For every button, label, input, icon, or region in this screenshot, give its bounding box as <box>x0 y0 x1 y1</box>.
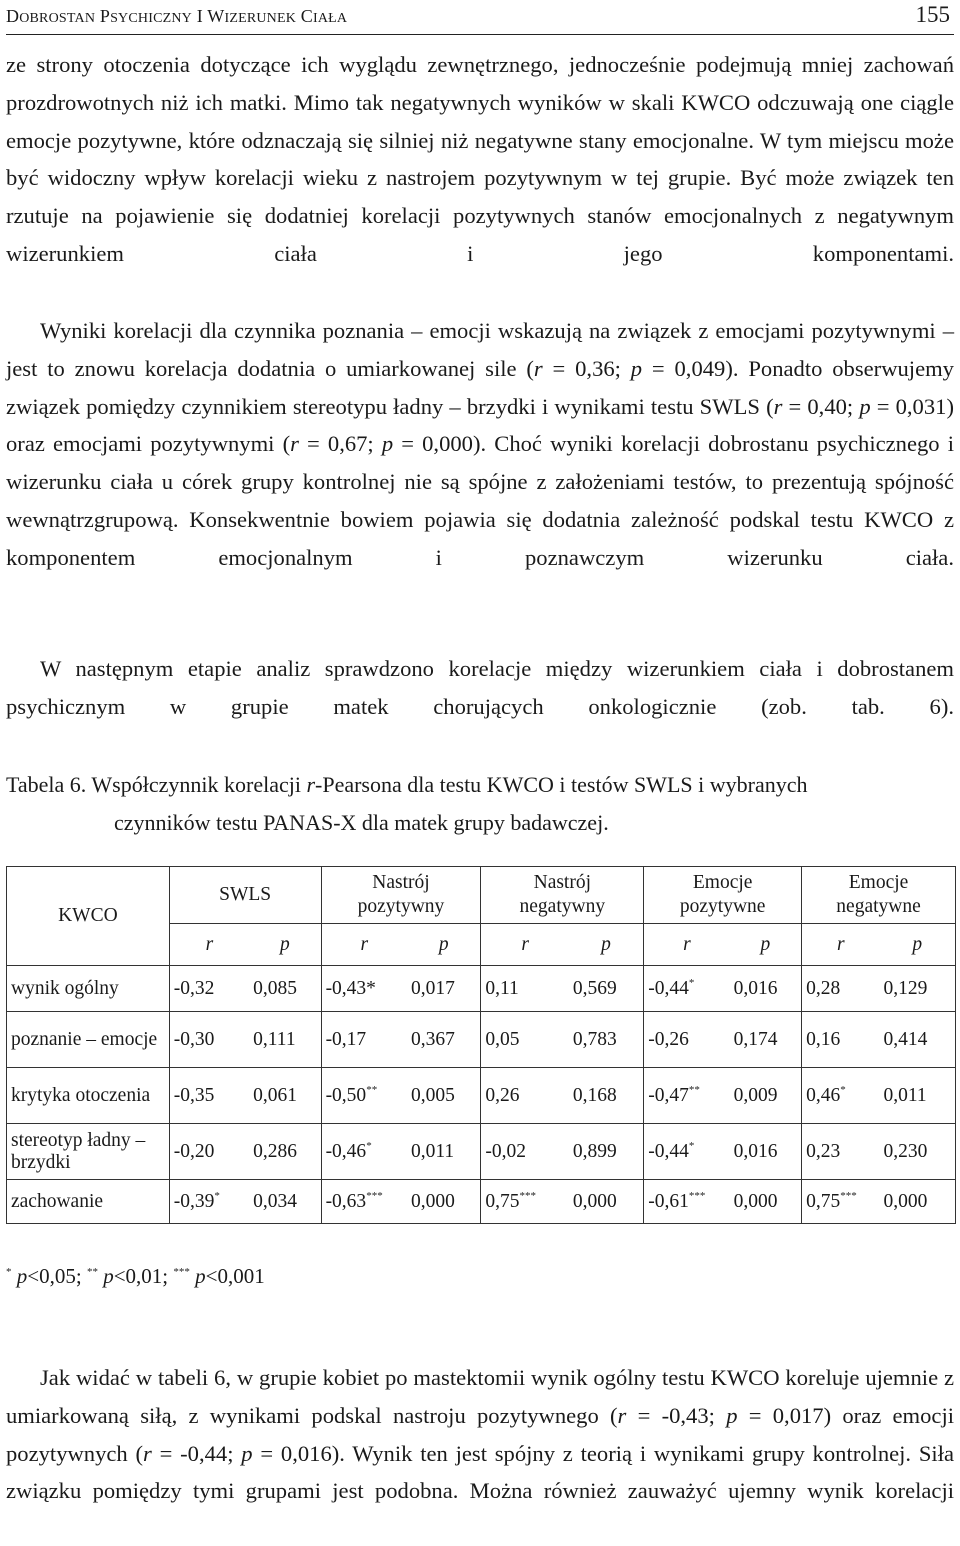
p-value-cell <box>730 1068 802 1124</box>
group-header: Emocje pozytywne <box>644 867 802 924</box>
p-value-cell <box>730 1180 802 1224</box>
p-value-cell <box>407 966 481 1012</box>
subheader-p: p <box>249 924 321 966</box>
p-value-cell <box>407 1012 481 1068</box>
table-row <box>7 1012 956 1068</box>
running-head: DOBROSTAN PSYCHICZNY I WIZERUNEK CIAŁA <box>6 6 348 26</box>
cell-value: 0,899 <box>572 1140 617 1162</box>
table-row <box>7 1124 956 1180</box>
subheader-p: p <box>730 924 802 966</box>
cell-value: 0,168 <box>572 1084 617 1106</box>
paragraph-3: W następnym etapie analiz sprawdzono korelacje między wizerunkiem ciała i dobrostanem psychicznym w grupie matek chorujących onkologicznie (zob. tab. 6). <box>6 656 954 719</box>
significance-marker: *** <box>688 1189 706 1202</box>
p-value-cell <box>569 1068 644 1124</box>
p-value-cell <box>249 1012 321 1068</box>
p-value-cell <box>569 1180 644 1224</box>
cell-value: 0,23 <box>806 1140 841 1162</box>
paragraph-1: ze strony otoczenia dotyczące ich wyglądu zewnętrznego, jednocześnie podejmują mniej zachowań prozdrowotnych niż ich matki. Mimo tak negatywnych wyników w skali KWCO odczuwają one ciągle emocje pozytywne, które odznaczają się silniej niż negatywne stany emocjonalne. W tym miejscu może być widoczny wpływ korelacji wieku z nastrojem pozytywnym w tej grupie. Być może związek ten rzutuje na pojawienie się dodatniej korelacji pozytywnych stanów emocjonalnych z negatywnym wizerunkiem ciała i jego komponentami. <box>6 52 954 266</box>
p-value-cell <box>249 1124 321 1180</box>
r-value-cell <box>802 1180 880 1224</box>
r-value-cell <box>644 1012 730 1068</box>
r-value-cell <box>321 966 407 1012</box>
row-label: zachowanie <box>7 1180 170 1224</box>
p-value-cell <box>730 1012 802 1068</box>
p-value-cell <box>880 1068 956 1124</box>
cell-value: -0,46 <box>325 1140 367 1162</box>
significance-marker: * <box>688 976 695 989</box>
cell-value: 0,783 <box>572 1028 617 1050</box>
r-value-cell <box>802 1068 880 1124</box>
significance-marker: *** <box>519 1189 537 1202</box>
subheader-p: p <box>407 924 481 966</box>
r-value-cell <box>321 1180 407 1224</box>
group-header: SWLS <box>169 867 321 924</box>
cell-value: -0,02 <box>485 1140 527 1162</box>
cell-value: 0,28 <box>806 977 841 999</box>
caption-line-2: czynników testu PANAS-X dla matek grupy badawczej. <box>114 810 609 835</box>
subheader-r: r <box>802 924 880 966</box>
subheader-r: r <box>644 924 730 966</box>
cell-value: 0,016 <box>733 977 778 999</box>
p-value-cell <box>880 1180 956 1224</box>
r-value-cell <box>481 1068 569 1124</box>
cell-value: -0,35 <box>173 1084 215 1106</box>
r-value-cell <box>321 1068 407 1124</box>
cell-value: -0,43* <box>325 977 376 999</box>
p-value-cell <box>880 1124 956 1180</box>
page-header <box>6 0 954 35</box>
cell-value: 0,085 <box>253 977 298 999</box>
table-footnote: * p<0,05; ** p<0,01; *** p<0,001 <box>6 1264 265 1288</box>
p-value-cell <box>249 966 321 1012</box>
group-header: Nastrój negatywny <box>481 867 644 924</box>
r-value-cell <box>802 1012 880 1068</box>
r-value-cell <box>644 1068 730 1124</box>
cell-value: -0,61 <box>648 1190 689 1212</box>
p-value-cell <box>407 1180 481 1224</box>
paragraph-2: Wyniki korelacji dla czynnika poznania – emocji wskazują na związek z emocjami pozytywnymi – jest to znowu korelacja dodatnia o umiarkowanej sile (r = 0,36; p = 0,049). Ponadto obserwujemy związek pomiędzy czynnikiem stereotypu ładny – brzydki i wynikami testu SWLS (r = 0,40; p = 0,031) oraz emocjami pozytywnymi (r = 0,67; p = 0,000). Choć wyniki korelacji dobrostanu psychicznego i wizerunku ciała u córek grupy kontrolnej nie są spójne z założeniami testów, to prezentują spójność wewnątrzgrupową. Konsekwentnie bowiem pojawia się dodatnia zależność podskal testu KWCO z komponentem emocjonalnym i poznawczym wizerunku ciała. <box>6 318 954 570</box>
cell-value: -0,20 <box>173 1140 215 1162</box>
cell-value: 0,26 <box>485 1084 520 1106</box>
p-value-cell <box>730 966 802 1012</box>
table-row <box>7 966 956 1012</box>
cell-value: 0,05 <box>485 1028 520 1050</box>
p-value-cell <box>730 1124 802 1180</box>
cell-value: 0,75 <box>806 1190 841 1212</box>
cell-value: 0,011 <box>883 1084 927 1106</box>
row-label: poznanie – emocje <box>7 1012 170 1068</box>
paragraph-4: Jak widać w tabeli 6, w grupie kobiet po mastektomii wynik ogólny testu KWCO koreluje ujemnie z umiarkowaną siłą, z wynikami podskal nastroju pozytywnego (r = -0,43; p = 0,017) oraz emocji pozytywnych (r = -0,44; p = 0,016). Wynik ten jest spójny z teorią i wynikami grupy kontrolnej. Siła związku pomiędzy tymi grupami jest podobna. Można również zauważyć ujemny wynik korelacji <box>6 1365 955 1504</box>
group-header: Nastrój pozytywny <box>321 867 481 924</box>
page-number: 155 <box>915 2 950 27</box>
row-label: wynik ogólny <box>7 966 170 1012</box>
subheader-p: p <box>569 924 644 966</box>
cell-value: 0,000 <box>733 1190 778 1212</box>
r-value-cell <box>169 966 249 1012</box>
significance-marker: ** <box>688 1083 700 1096</box>
significance-marker: *** <box>366 1189 383 1202</box>
significance-marker: * <box>366 1139 372 1152</box>
p-value-cell <box>880 1012 956 1068</box>
cell-value: 0,75 <box>485 1190 520 1212</box>
cell-value: 0,367 <box>410 1028 455 1050</box>
cell-value: 0,16 <box>806 1028 841 1050</box>
cell-value: -0,17 <box>325 1028 367 1050</box>
cell-value: 0,009 <box>733 1084 778 1106</box>
subheader-r: r <box>481 924 569 966</box>
cell-value: 0,016 <box>733 1140 778 1162</box>
cell-value: -0,50 <box>325 1084 367 1106</box>
cell-value: 0,286 <box>253 1140 298 1162</box>
significance-marker: * <box>214 1189 220 1202</box>
p-value-cell <box>569 966 644 1012</box>
r-value-cell <box>481 1012 569 1068</box>
cell-value: 0,000 <box>572 1190 617 1212</box>
significance-marker: * <box>840 1083 846 1096</box>
p-value-cell <box>249 1180 321 1224</box>
p-value-cell <box>880 966 956 1012</box>
cell-value: -0,30 <box>173 1028 215 1050</box>
r-value-cell <box>321 1124 407 1180</box>
p-value-cell <box>569 1124 644 1180</box>
cell-value: 0,11 <box>485 977 519 999</box>
r-value-cell <box>321 1012 407 1068</box>
cell-value: 0,230 <box>883 1140 928 1162</box>
cell-value: 0,011 <box>410 1140 455 1162</box>
r-value-cell <box>169 1012 249 1068</box>
cell-value: 0,111 <box>253 1028 296 1050</box>
r-value-cell <box>802 1124 880 1180</box>
table-caption: Tabela 6. Współczynnik korelacji r-Pearsona dla testu KWCO i testów SWLS i wybranych czynników testu PANAS-X dla matek grupy badawczej. <box>6 766 956 842</box>
cell-value: 0,017 <box>410 977 455 999</box>
subheader-r: r <box>321 924 407 966</box>
r-value-cell <box>169 1180 249 1224</box>
significance-marker: ** <box>366 1083 378 1096</box>
r-value-cell <box>481 1180 569 1224</box>
subheader-r: r <box>169 924 249 966</box>
p-value-cell <box>569 1012 644 1068</box>
cell-value: -0,26 <box>648 1028 689 1050</box>
r-value-cell <box>644 1124 730 1180</box>
cell-value: 0,000 <box>410 1190 455 1212</box>
row-label: krytyka otoczenia <box>7 1068 170 1124</box>
cell-value: 0,000 <box>883 1190 928 1212</box>
table-row <box>7 1068 956 1124</box>
significance-marker: *** <box>840 1189 857 1202</box>
cell-value: -0,47 <box>648 1084 689 1106</box>
subheader-p: p <box>880 924 956 966</box>
r-value-cell <box>481 966 569 1012</box>
r-value-cell <box>644 1180 730 1224</box>
cell-value: 0,129 <box>883 977 928 999</box>
r-value-cell <box>481 1124 569 1180</box>
row-label: stereotyp ładny – brzydki <box>7 1124 170 1180</box>
r-value-cell <box>802 966 880 1012</box>
r-value-cell <box>644 966 730 1012</box>
p-value-cell <box>407 1124 481 1180</box>
p-value-cell <box>249 1068 321 1124</box>
cell-value: 0,46 <box>806 1084 841 1106</box>
cell-value: 0,174 <box>733 1028 778 1050</box>
p-value-cell <box>407 1068 481 1124</box>
corner-header: KWCO <box>7 867 170 966</box>
group-header: Emocje negatywne <box>802 867 956 924</box>
cell-value: 0,061 <box>253 1084 298 1106</box>
caption-label: Tabela 6. <box>6 772 87 797</box>
cell-value: 0,569 <box>572 977 617 999</box>
cell-value: -0,39 <box>173 1190 215 1212</box>
cell-value: -0,44 <box>648 977 689 999</box>
cell-value: 0,414 <box>883 1028 928 1050</box>
r-value-cell <box>169 1124 249 1180</box>
cell-value: -0,63 <box>325 1190 367 1212</box>
r-value-cell <box>169 1068 249 1124</box>
cell-value: 0,005 <box>410 1084 455 1106</box>
cell-value: 0,034 <box>253 1190 298 1212</box>
cell-value: -0,44 <box>648 1140 689 1162</box>
cell-value: -0,32 <box>173 977 215 999</box>
table-row <box>7 1180 956 1224</box>
significance-marker: * <box>688 1139 695 1152</box>
correlation-table <box>6 866 956 1224</box>
